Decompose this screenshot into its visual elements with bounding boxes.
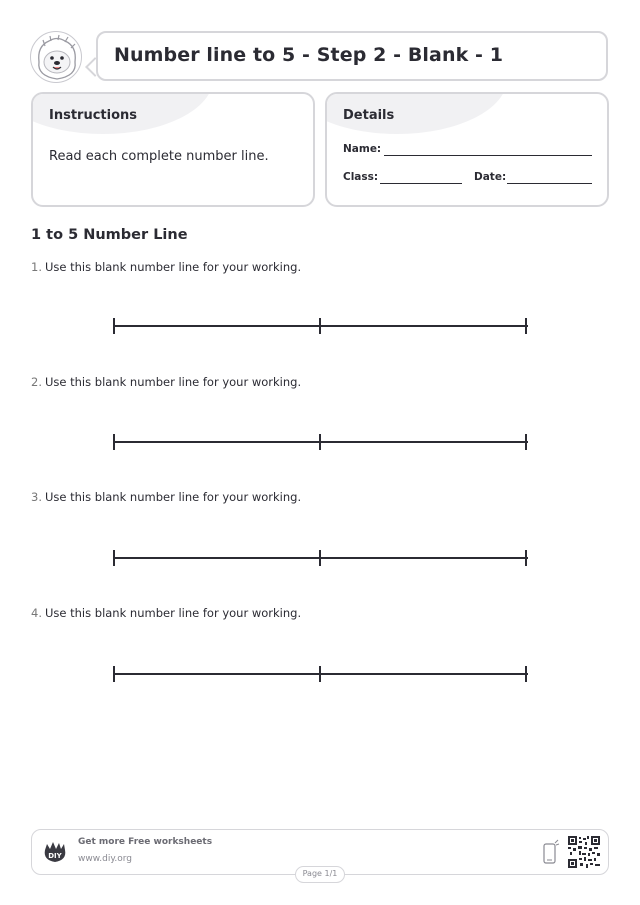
phone-scan-icon: [542, 839, 560, 865]
page-title: Number line to 5 - Step 2 - Blank - 1: [114, 44, 504, 66]
question-number: 3.: [31, 490, 42, 504]
date-label: Date:: [474, 171, 507, 183]
question-1: [31, 260, 301, 274]
question-3: [31, 490, 301, 504]
details-heading: Details: [343, 108, 395, 123]
section-title: 1 to 5 Number Line: [31, 227, 188, 243]
svg-text:DIY: DIY: [48, 852, 62, 860]
name-field[interactable]: [384, 155, 592, 156]
instructions-panel: [31, 92, 315, 207]
blank-number-line: [112, 432, 530, 452]
question-text: Use this blank number line for your working.: [44, 375, 302, 389]
class-field[interactable]: [380, 183, 462, 184]
question-text: Use this blank number line for your working.: [44, 606, 302, 620]
question-number: 2.: [31, 375, 42, 389]
mascot-avatar-icon: [30, 31, 82, 83]
question-text: Use this blank number line for your working.: [44, 490, 302, 504]
date-field[interactable]: [507, 183, 592, 184]
question-4: [31, 606, 301, 620]
diy-logo-icon[interactable]: [42, 840, 68, 864]
footer-promo-text: Get more Free worksheets: [78, 837, 213, 847]
question-number: 1.: [31, 260, 42, 274]
question-text: Use this blank number line for your working.: [44, 260, 302, 274]
footer-link[interactable]: www.diy.org: [78, 854, 132, 864]
blank-number-line: [112, 548, 530, 568]
blank-number-line: [112, 664, 530, 684]
question-number: 4.: [31, 606, 42, 620]
question-2: [31, 375, 301, 389]
instructions-heading: Instructions: [49, 108, 138, 123]
qr-code-icon[interactable]: [568, 836, 600, 868]
class-label: Class:: [343, 171, 379, 183]
instructions-text: Read each complete number line.: [49, 149, 269, 164]
title-box: [96, 31, 608, 81]
blank-number-line: [112, 316, 530, 336]
page-number-badge: Page 1/1: [295, 866, 345, 883]
name-label: Name:: [343, 143, 382, 155]
details-panel: [325, 92, 609, 207]
